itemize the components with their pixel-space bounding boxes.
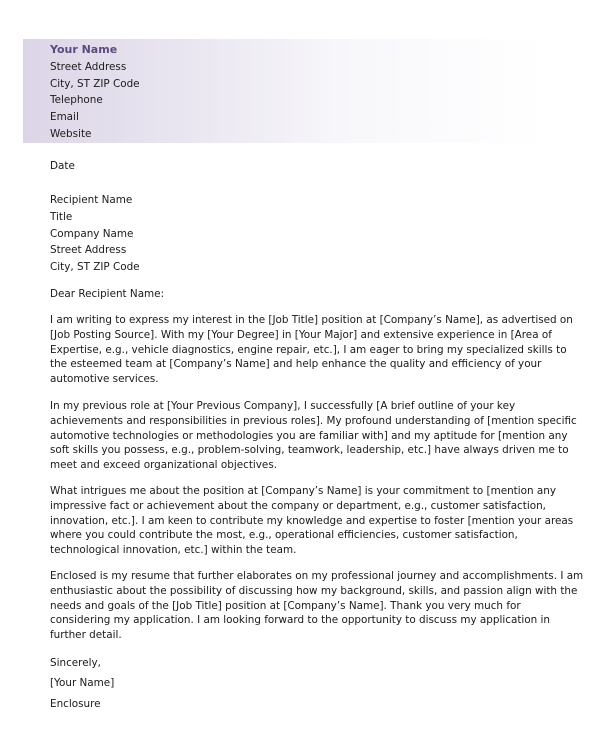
body-paragraph-1	[50, 313, 573, 387]
paragraph-line: In my previous role at [Your Previous Company], I successfully [A brief outline of your key	[50, 400, 516, 412]
paragraph-line: [Job Posting Source]. With my [Your Degree] in [Your Major] and extensive experience in [Area of	[50, 328, 552, 341]
sender-block	[50, 42, 140, 143]
paragraph-line: I am writing to express my interest in the [Job Title] position at [Company’s Name], as advertised on	[50, 314, 573, 326]
enclosure-note: Enclosure	[50, 698, 101, 710]
paragraph-line: Expertise, e.g., vehicle diagnostics, engine repair, etc.], I am eager to bring my specialized skills to	[50, 343, 567, 356]
signature-name: [Your Name]	[50, 677, 115, 689]
salutation: Dear Recipient Name:	[50, 288, 165, 300]
sender-header-band	[23, 39, 543, 143]
letter-date: Date	[50, 160, 75, 172]
sender-name: Your Name	[50, 43, 118, 56]
sender-website: Website	[50, 127, 92, 140]
recipient-title: Title	[50, 210, 73, 223]
paragraph-line: soft skills you possess, e.g., problem-solving, teamwork, leadership, etc.] have always driven me to	[50, 444, 569, 457]
closing: Sincerely,	[50, 657, 101, 669]
recipient-name: Recipient Name	[50, 194, 133, 206]
recipient-block	[50, 192, 140, 276]
sender-city: City, ST ZIP Code	[50, 77, 140, 90]
paragraph-line: the esteemed team at [Company’s Name] and help enhance the quality and efficiency of your	[50, 358, 542, 371]
paragraph-line: impressive fact or achievement about the company or department, e.g., customer satisfaction,	[50, 499, 546, 512]
paragraph-line: needs and goals of the [Job Title] position at [Company’s Name]. Thank you very much for	[50, 599, 521, 612]
paragraph-line: enthusiastic about the possibility of discussing how my background, skills, and passion align with the	[50, 584, 578, 597]
paragraph-line: Enclosed is my resume that further elaborates on my professional journey and accomplishments. I am	[50, 570, 584, 582]
paragraph-line: where you could contribute the most, e.g., operational efficiencies, customer satisfaction,	[50, 529, 518, 542]
sender-street: Street Address	[50, 60, 127, 73]
recipient-street: Street Address	[50, 244, 127, 257]
sender-telephone: Telephone	[50, 94, 103, 107]
body-paragraph-3	[50, 484, 574, 558]
paragraph-line: further detail.	[50, 629, 122, 642]
body-paragraph-2	[50, 399, 577, 473]
recipient-city: City, ST ZIP Code	[50, 261, 140, 274]
sender-email: Email	[50, 111, 79, 124]
paragraph-line: innovation, etc.]. I am keen to contribute my knowledge and expertise to foster [mention your areas	[50, 514, 574, 527]
paragraph-line: technological innovation, etc.] within the team.	[50, 544, 297, 557]
paragraph-line: considering my application. I am looking forward to the opportunity to discuss my application in	[50, 614, 551, 627]
paragraph-line: meet and exceed organizational objectives.	[50, 459, 278, 472]
paragraph-line: achievements and responsibilities in previous roles]. My profound understanding of [mention specific	[50, 414, 577, 427]
paragraph-line: automotive services.	[50, 373, 159, 386]
body-paragraph-4	[50, 569, 584, 643]
paragraph-line: automotive technologies or methodologies you are familiar with] and my aptitude for [mention any	[50, 429, 568, 442]
paragraph-line: What intrigues me about the position at [Company’s Name] is your commitment to [mention any	[50, 485, 556, 497]
recipient-company: Company Name	[50, 227, 134, 240]
